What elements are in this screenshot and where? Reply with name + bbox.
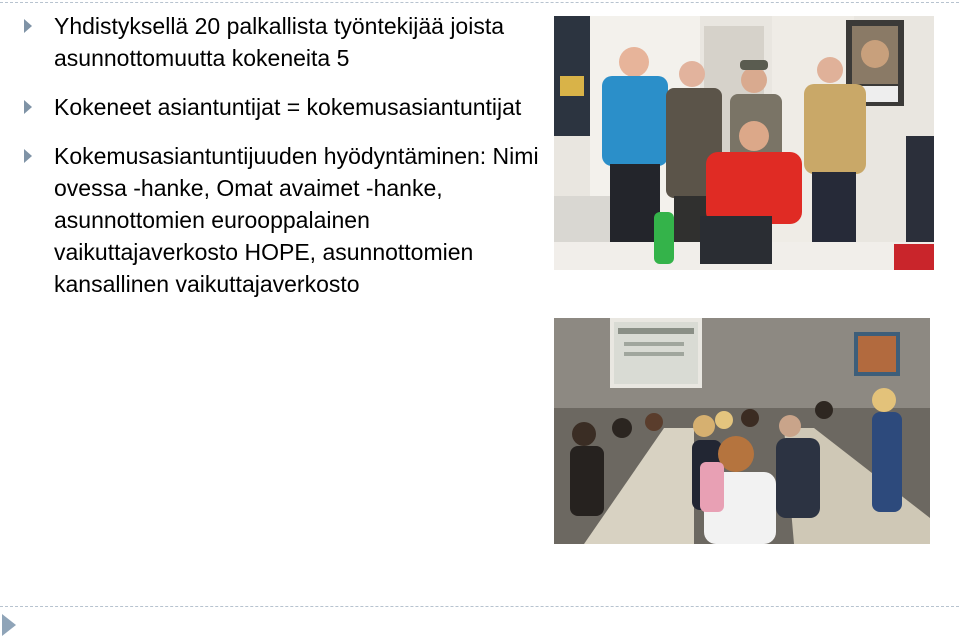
bullet-list (20, 10, 540, 317)
triangle-bullet-icon (24, 19, 32, 33)
meeting-photo (554, 318, 930, 544)
bullet-text: Yhdistyksellä 20 palkallista työntekijää joista asunnottomuutta kokeneita 5 (54, 13, 505, 71)
bullet-item (20, 91, 540, 123)
bullet-text: Kokemusasiantuntijuuden hyödyntäminen: Nimi ovessa -hanke, Omat avaimet -hanke, asunnottomien eurooppalainen vaikuttajaverkosto HOPE, asunnottomien kansallinen vaikuttajaverkosto (54, 143, 539, 297)
top-dashed-rule (0, 2, 959, 3)
triangle-bullet-icon (24, 100, 32, 114)
meeting-photo-illustration (554, 318, 930, 544)
group-photo-illustration (554, 16, 934, 270)
bullet-item (20, 140, 540, 300)
bullet-item (20, 10, 540, 74)
slide-corner-triangle-icon (2, 614, 16, 636)
bullet-text: Kokeneet asiantuntijat = kokemusasiantuntijat (54, 94, 522, 120)
bottom-dashed-rule (0, 606, 959, 607)
triangle-bullet-icon (24, 149, 32, 163)
group-photo (554, 16, 934, 270)
